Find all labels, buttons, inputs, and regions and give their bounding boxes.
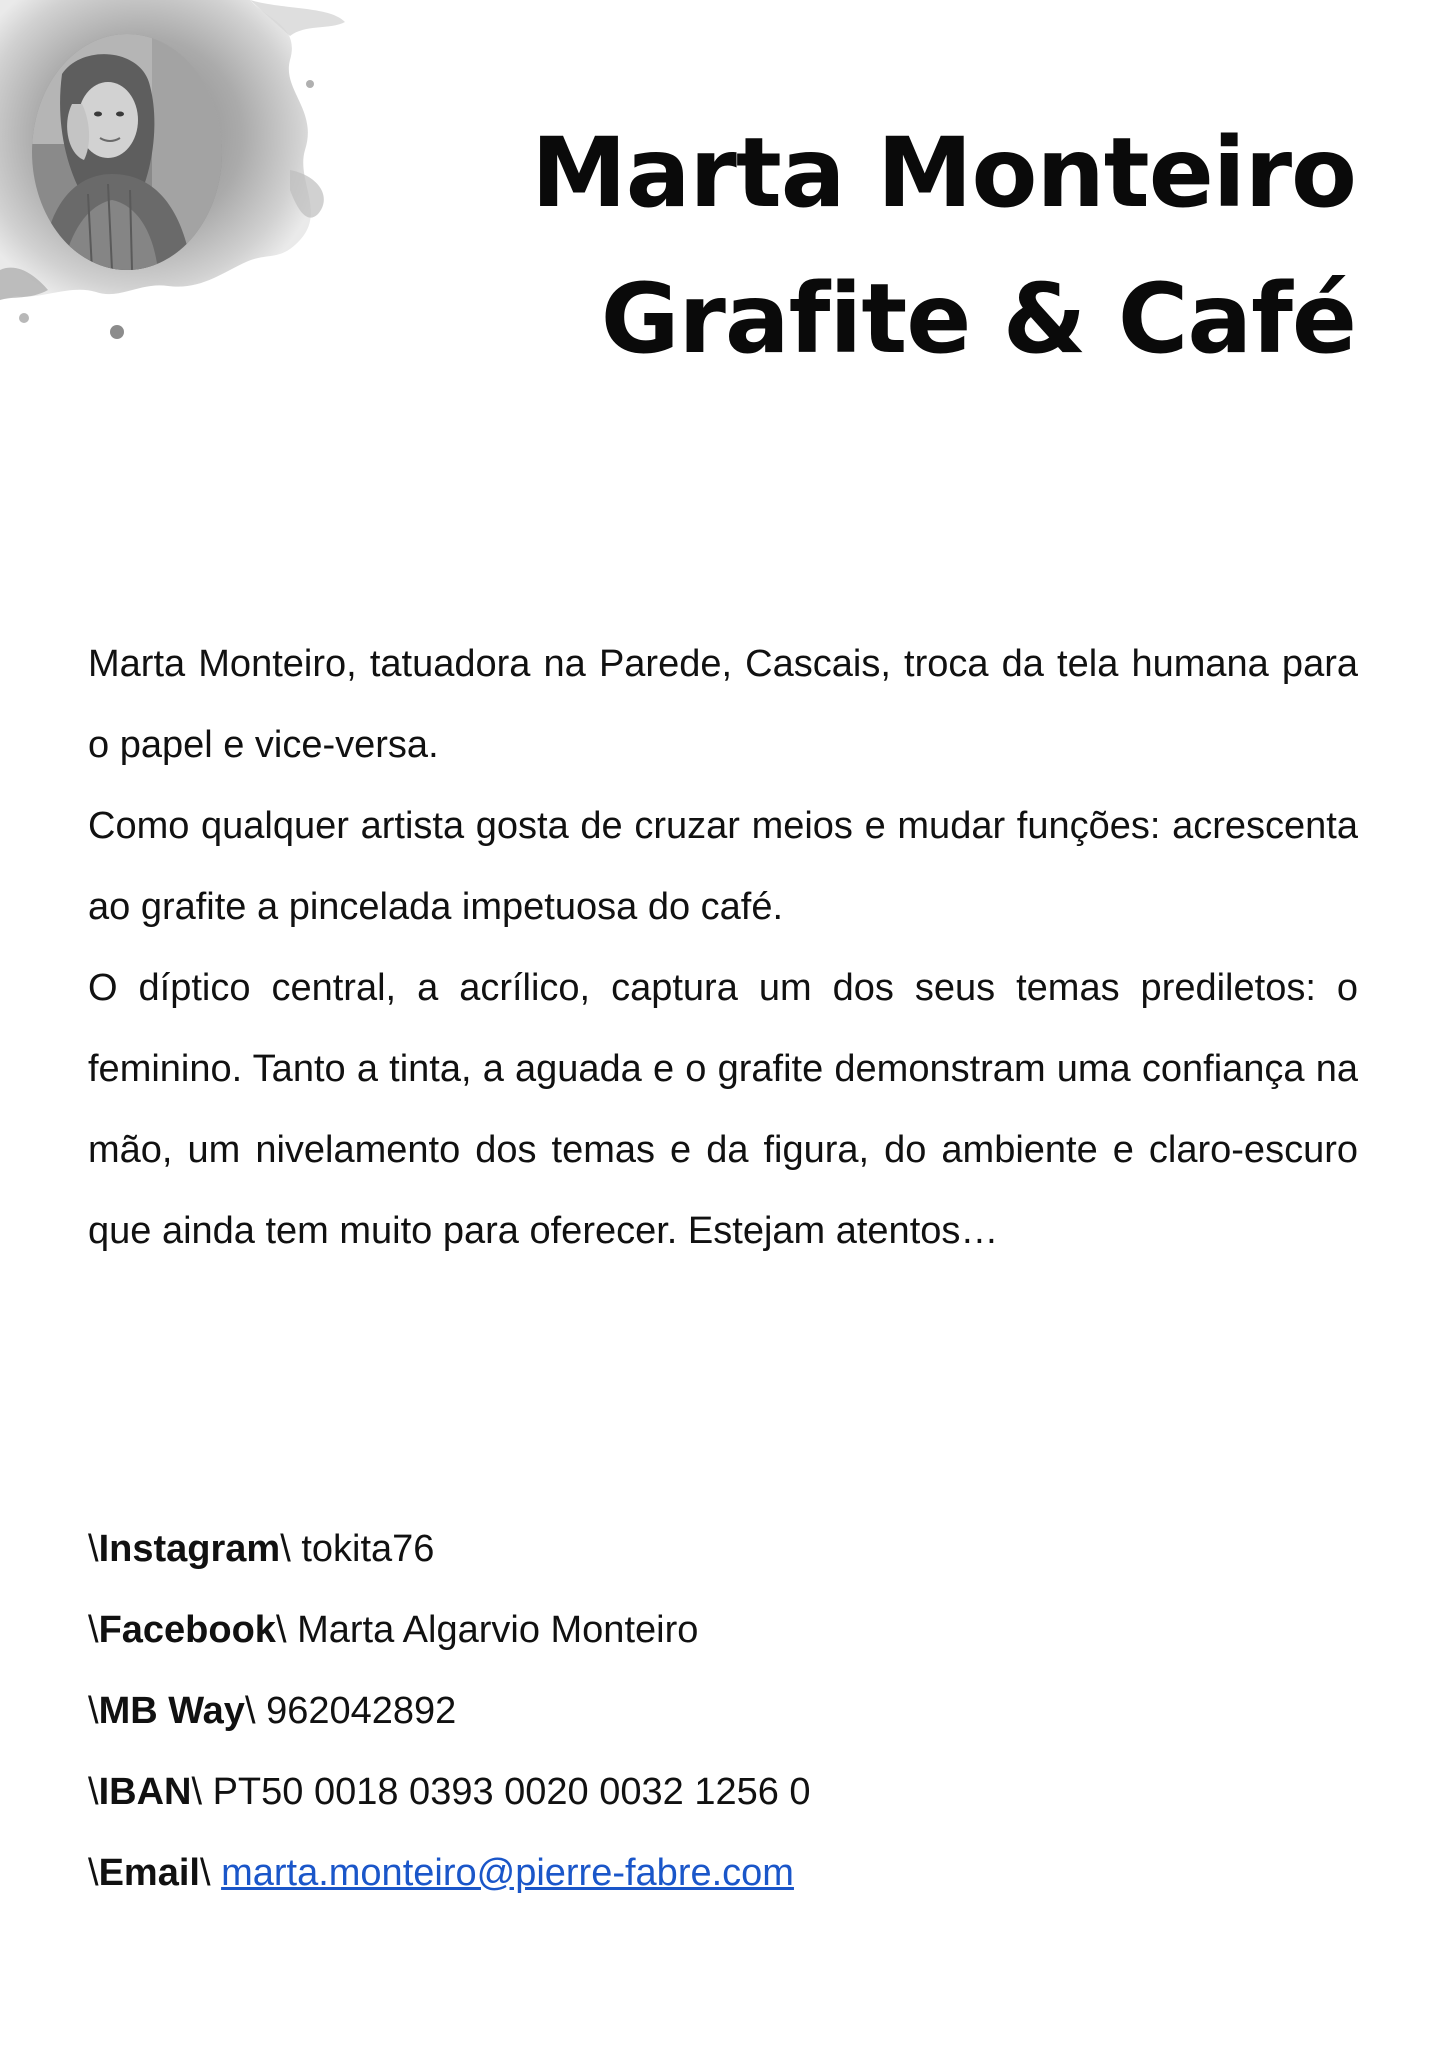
- contact-facebook: \Facebook\ Marta Algarvio Monteiro: [88, 1609, 699, 1651]
- contact-value: tokita76: [301, 1528, 435, 1570]
- body-text: [88, 624, 1358, 1272]
- contact-value: PT50 0018 0393 0020 0032 1256 0: [212, 1771, 811, 1813]
- contact-instagram: \Instagram\ tokita76: [88, 1528, 435, 1570]
- paragraph: Marta Monteiro, tatuadora na Parede, Cascais, troca da tela humana para o papel e vice-versa.: [88, 643, 1358, 766]
- title-subtitle: Grafite & Café: [600, 263, 1356, 375]
- title-name: Marta Monteiro: [531, 117, 1356, 229]
- paragraph: O díptico central, a acrílico, captura um dos seus temas prediletos: o feminino. Tanto a tinta, a aguada e o grafite demonstram uma confiança na mão, um nivelamento dos temas e da figura, do ambiente e claro-escuro que ainda tem muito para oferecer. Estejam atentos…: [88, 967, 1358, 1252]
- contact-email: \Email\ marta.monteiro@pierre-fabre.com: [88, 1852, 794, 1894]
- contact-label: MB Way: [98, 1690, 245, 1732]
- contact-label: Facebook: [98, 1609, 276, 1651]
- contact-label: Email: [98, 1852, 200, 1894]
- contact-value: 962042892: [266, 1690, 457, 1732]
- portrait-photo: [32, 34, 222, 270]
- page-title: [531, 100, 1356, 392]
- contact-label: Instagram: [98, 1528, 281, 1570]
- contact-list: [88, 1509, 1358, 1914]
- email-link[interactable]: marta.monteiro@pierre-fabre.com: [221, 1852, 794, 1894]
- contact-label: IBAN: [98, 1771, 192, 1813]
- contact-mbway: \MB Way\ 962042892: [88, 1690, 457, 1732]
- paragraph: Como qualquer artista gosta de cruzar meios e mudar funções: acrescenta ao grafite a pincelada impetuosa do café.: [88, 805, 1358, 928]
- contact-iban: \IBAN\ PT50 0018 0393 0020 0032 1256 0: [88, 1771, 811, 1813]
- contact-value: Marta Algarvio Monteiro: [297, 1609, 699, 1651]
